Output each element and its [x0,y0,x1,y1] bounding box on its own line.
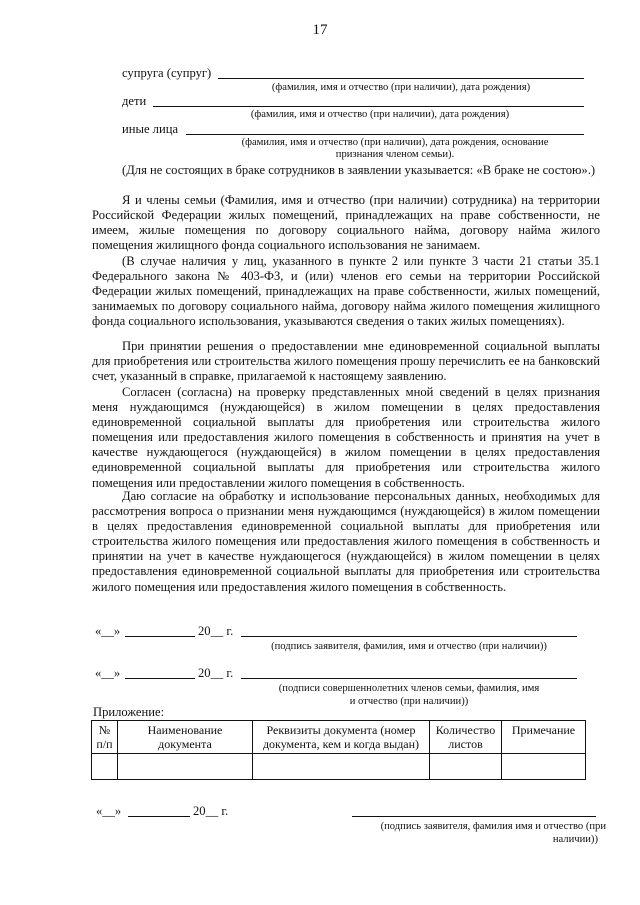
adults-signature-field[interactable] [241,678,577,679]
paragraph-housing-details: (В случае наличия у лиц, указанного в пункте 2 или пункте 3 части 21 статьи 35.1 Федерального закона № 403-ФЗ, и (или) членов его семьи на территории Российской Федерации жилых помещений, принадлежащих на праве собственности, жилых помещений, занимаемых по договору социального найма, договору найма жилого помещения жилищного фонда социального использования, указываются сведения о таких жилых помещениях). [92,254,600,329]
col-document-details: Реквизиты документа (номер документа, кем и когда выдан) [253,721,430,754]
date-open-1: «__» [95,624,121,638]
spouse-field[interactable] [218,78,584,79]
final-signature-caption-2: наличии)) [552,834,598,845]
others-caption-2: признания членом семьи). [335,149,455,160]
others-label: иные лица [122,122,179,136]
date-month-field-2[interactable] [125,678,195,679]
final-signature-field[interactable] [352,816,596,817]
applicant-signature-field[interactable] [241,636,577,637]
col-notes: Примечание [502,721,586,754]
table-cell[interactable] [92,754,118,780]
year-final: 20__ г. [193,804,229,818]
adults-signature-caption-1: (подписи совершеннолетних членов семьи, фамилия, имя [278,683,540,694]
col-number: № п/п [92,721,118,754]
attachment-title: Приложение: [93,705,165,719]
page-number: 17 [312,22,328,38]
spouse-caption: (фамилия, имя и отчество (при наличии), дата рождения) [271,82,531,93]
table-row[interactable] [92,754,586,780]
col-document-name: Наименование документа [118,721,253,754]
date-month-field-final[interactable] [128,816,190,817]
table-cell[interactable] [118,754,253,780]
table-cell[interactable] [430,754,502,780]
date-open-final: «__» [96,804,122,818]
paragraph-not-married: (Для не состоящих в браке сотрудников в заявлении указывается: «В браке не состою».) [122,163,596,177]
year-2: 20__ г. [198,666,234,680]
spouse-label: супруга (супруг) [122,66,212,80]
date-open-2: «__» [95,666,121,680]
table-header-row [92,721,586,754]
paragraph-personal-data-consent: Даю согласие на обработку и использование персональных данных, необходимых для рассмотрения вопроса о признании меня нуждающимся (нуждающейся) в жилом помещении в целях предоставления единовременной социальной выплаты для приобретения или строительства жилого помещения или предоставления жилого помещения в собственность и принятии на учет в качестве нуждающегося (нуждающейся) в жилом помещении в целях предоставления единовременной социальной выплаты для приобретения или строительства жилого помещения или предоставления жилого помещения в собственность. [92,489,600,594]
paragraph-no-housing: Я и члены семьи (Фамилия, имя и отчество (при наличии) сотрудника) на территории Российской Федерации жилых помещений, принадлежащих на праве собственности, не имеем, жилые помещения по договору социального найма, договору найма жилого помещения жилищного фонда социального использования не занимаем. [92,193,600,253]
children-caption: (фамилия, имя и отчество (при наличии), дата рождения) [250,109,510,120]
col-sheet-count: Количество листов [430,721,502,754]
children-label: дети [122,94,147,108]
adults-signature-caption-2: и отчество (при наличии)) [349,696,469,707]
date-month-field-1[interactable] [125,636,195,637]
children-field[interactable] [153,106,584,107]
applicant-signature-caption: (подпись заявителя, фамилия, имя и отчество (при наличии)) [271,641,547,652]
year-1: 20__ г. [198,624,234,638]
final-signature-caption-1: (подпись заявителя, фамилия имя и отчество (при [380,821,606,832]
table-cell[interactable] [253,754,430,780]
paragraph-bank-transfer: При принятии решения о предоставлении мне единовременной социальной выплаты для приобретения или строительства жилого помещения прошу перечислить ее на банковский счет, указанный в справке, прилагаемой к настоящему заявлению. [92,339,600,384]
others-field[interactable] [186,134,584,135]
paragraph-verification-consent: Согласен (согласна) на проверку представленных мной сведений в целях признания меня нуждающимся (нуждающейся) в жилом помещении в целях предоставления единовременной социальной выплаты для приобретения или строительства жилого помещения или предоставления жилого помещения в собственность и принятия на учет в качестве нуждающегося (нуждающейся) в жилом помещении в целях предоставления единовременной социальной выплаты для приобретения или строительства жилого помещения или предоставлении жилого помещения в собственность. [92,385,600,490]
others-caption-1: (фамилия, имя и отчество (при наличии), дата рождения, основание [241,137,549,148]
table-cell[interactable] [502,754,586,780]
attachment-table [91,720,586,780]
